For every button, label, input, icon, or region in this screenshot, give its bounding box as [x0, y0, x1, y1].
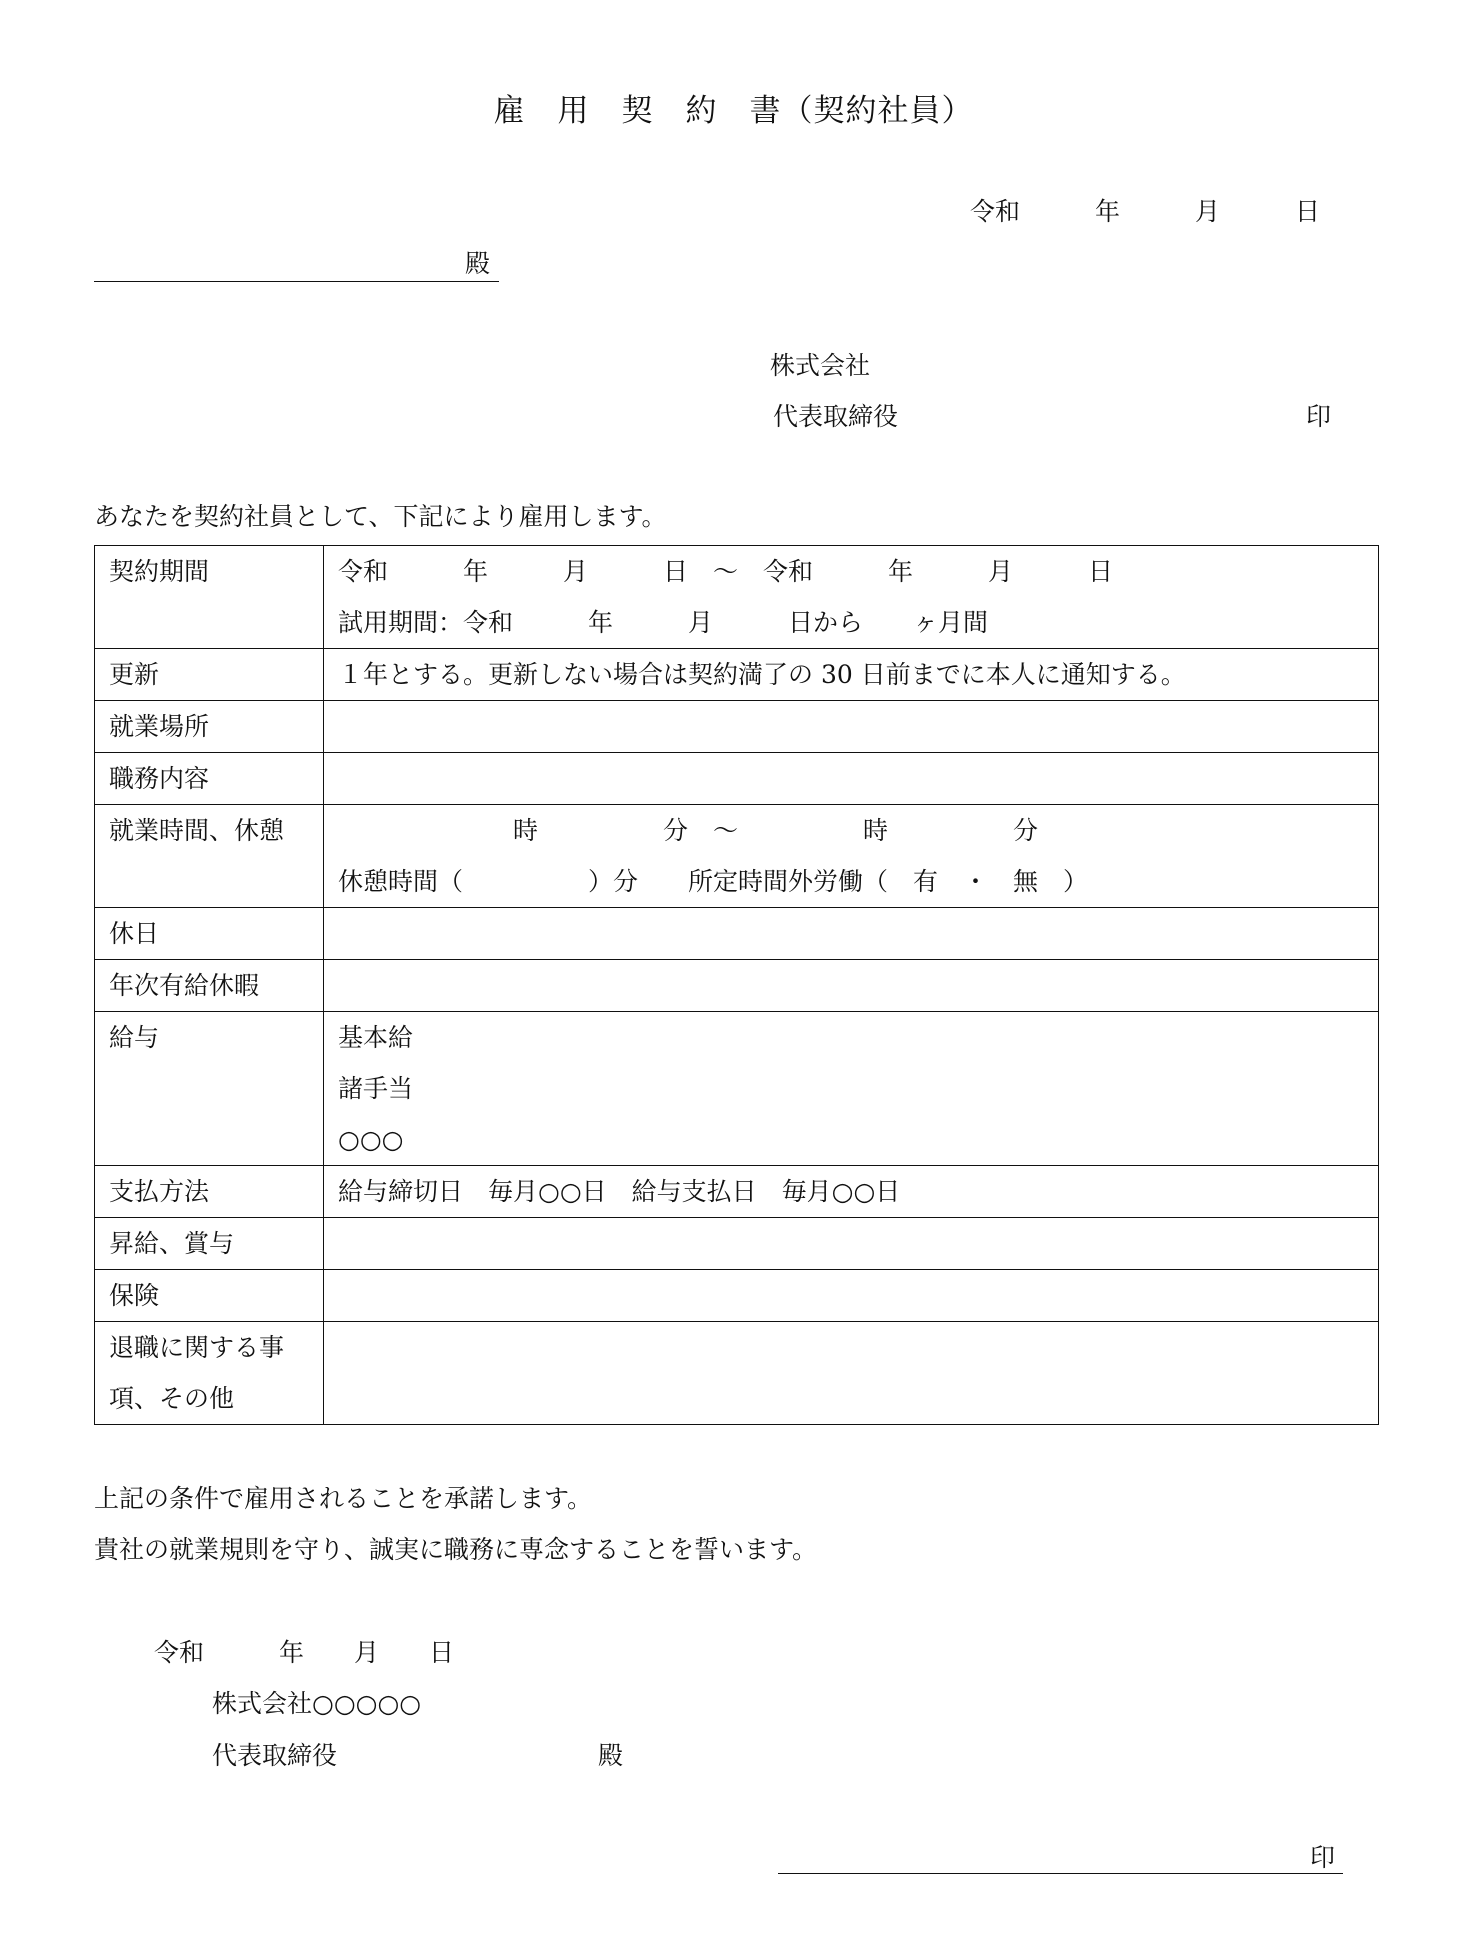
- table-row: [95, 1218, 1379, 1270]
- working-hours-line: 時 分 〜 時 分: [338, 816, 1039, 845]
- table-row: [95, 1270, 1379, 1322]
- row-value-payment-method: 給与締切日 毎月○○日 給与支払日 毎月○○日: [324, 1166, 1379, 1218]
- acceptance-date: 令和 年 月 日: [154, 1638, 455, 1667]
- row-value-insurance[interactable]: [324, 1270, 1379, 1322]
- table-row: [95, 1012, 1379, 1166]
- row-value-salary[interactable]: [324, 1012, 1379, 1166]
- employer-company-label: 株式会社: [770, 351, 871, 380]
- document-title: 雇 用 契 約 書（契約社員）: [493, 93, 974, 129]
- row-label-contract-period: 契約期間: [95, 546, 324, 649]
- employer-rep-label: 代表取締役: [773, 402, 899, 431]
- row-label-workplace: 就業場所: [95, 701, 324, 753]
- row-label-working-hours: 就業時間、休憩: [95, 805, 324, 908]
- table-row: [95, 805, 1379, 908]
- acceptance-rep-suffix: 殿: [598, 1741, 624, 1770]
- trial-period-line: 試用期間：令和 年 月 日から ヶ月間: [338, 608, 989, 637]
- row-value-working-hours[interactable]: [324, 805, 1379, 908]
- employer-seal-mark: 印: [1306, 402, 1332, 431]
- row-value-raise-bonus[interactable]: [324, 1218, 1379, 1270]
- acceptance-line-1: 上記の条件で雇用されることを承諾します。: [94, 1484, 593, 1513]
- retirement-label-line-1: 退職に関する事: [109, 1333, 285, 1362]
- retirement-label-line-2: 項、その他: [109, 1384, 235, 1413]
- table-row: [95, 546, 1379, 649]
- acceptance-company: 株式会社○○○○○: [212, 1689, 422, 1718]
- row-value-renewal: １年とする。更新しない場合は契約満了の 30 日前までに本人に通知する。: [324, 649, 1379, 701]
- base-salary-line: 基本給: [338, 1023, 414, 1052]
- row-value-retirement[interactable]: [324, 1322, 1379, 1425]
- acceptance-line-2: 貴社の就業規則を守り、誠実に職務に専念することを誓います。: [94, 1535, 818, 1564]
- row-label-payment-method: 支払方法: [95, 1166, 324, 1218]
- contract-period-line: 令和 年 月 日 〜 令和 年 月 日: [338, 557, 1114, 586]
- row-value-workplace[interactable]: [324, 701, 1379, 753]
- table-row: [95, 960, 1379, 1012]
- intro-text: あなたを契約社員として、下記により雇用します。: [94, 502, 667, 531]
- employee-signature-line[interactable]: [778, 1873, 1343, 1874]
- row-label-renewal: 更新: [95, 649, 324, 701]
- contract-table: [94, 545, 1379, 1425]
- row-value-paid-leave[interactable]: [324, 960, 1379, 1012]
- row-value-holidays[interactable]: [324, 908, 1379, 960]
- table-row: [95, 753, 1379, 805]
- row-label-insurance: 保険: [95, 1270, 324, 1322]
- row-value-contract-period[interactable]: [324, 546, 1379, 649]
- employee-seal-mark: 印: [1310, 1843, 1336, 1872]
- row-label-holidays: 休日: [95, 908, 324, 960]
- table-row: [95, 1166, 1379, 1218]
- table-row: [95, 908, 1379, 960]
- addressee-suffix: 殿: [465, 249, 491, 278]
- row-value-duties[interactable]: [324, 753, 1379, 805]
- addressee-underline[interactable]: [94, 281, 499, 282]
- allowance-line: 諸手当: [338, 1074, 414, 1103]
- row-label-retirement: [95, 1322, 324, 1425]
- table-row: [95, 1322, 1379, 1425]
- table-row: [95, 701, 1379, 753]
- row-label-raise-bonus: 昇給、賞与: [95, 1218, 324, 1270]
- table-row: [95, 649, 1379, 701]
- acceptance-rep-label: 代表取締役: [212, 1741, 338, 1770]
- issue-date: 令和 年 月 日: [970, 197, 1321, 226]
- row-label-duties: 職務内容: [95, 753, 324, 805]
- row-label-paid-leave: 年次有給休暇: [95, 960, 324, 1012]
- break-overtime-line: 休憩時間（ ）分 所定時間外労働（ 有 ・ 無 ）: [338, 867, 1089, 896]
- other-pay-line: ○○○: [338, 1125, 404, 1154]
- row-label-salary: 給与: [95, 1012, 324, 1166]
